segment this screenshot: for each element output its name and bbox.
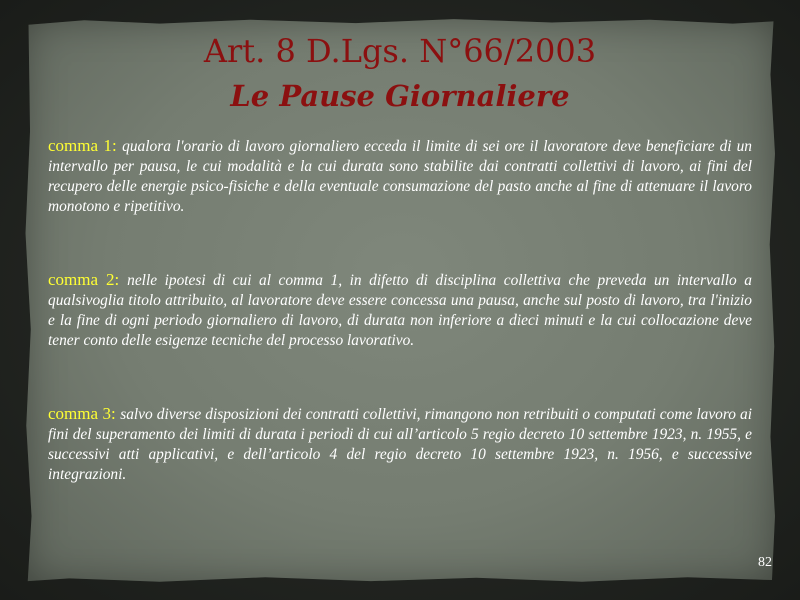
comma-label: comma 1: [48, 136, 112, 155]
paragraph-text: qualora l'orario di lavoro giornaliero ecceda il limite di sei ore il lavoratore deve beneficiare di un intervallo per pausa, le cui modalità e la cui durata sono stabilite dai contratti collettivi di lavoro, ai fini del recupero delle energie psico-fisiche e della eventuale consumazione del pasto anche al fine di attenuare il lavoro monotono e ripetitivo.: [48, 138, 752, 215]
paragraph-text: nelle ipotesi di cui al comma 1, in difetto di disciplina collettiva che preveda un intervallo a qualsivoglia titolo attribuito, al lavoratore deve essere concessa una pausa, anche sul posto di lavoro, tra l'inizio e la fine di ogni periodo giornaliero di lavoro, di durata non inferiore a dieci minuti e la cui collocazione deve tener conto delle esigenze tecniche del processo lavorativo.: [48, 272, 752, 349]
slide-subtitle: Le Pause Giornaliere: [230, 79, 570, 113]
comma-separator: :: [111, 136, 123, 155]
slide-title: Art. 8 D.Lgs. N°66/2003: [203, 32, 597, 70]
comma-label: comma 2: [48, 270, 115, 289]
page-number: 82: [758, 555, 772, 570]
paragraph-comma-2: [48, 270, 752, 351]
comma-separator: :: [111, 404, 121, 423]
paragraph-comma-3: [48, 404, 752, 485]
paragraph-comma-1: [48, 136, 752, 217]
comma-label: comma 3: [48, 404, 112, 423]
comma-separator: :: [114, 270, 128, 289]
paragraph-text: salvo diverse disposizioni dei contratti collettivi, rimangono non retribuiti o computati come lavoro ai fini del superamento dei limiti di durata i periodi di cui all’articolo 5 regio decreto 10 settembre 1923, n. 1955, e successivi atti applicativi, e dell’articolo 4 del regio decreto 10 settembre 1923, n. 1956, e successive integrazioni.: [48, 406, 752, 483]
